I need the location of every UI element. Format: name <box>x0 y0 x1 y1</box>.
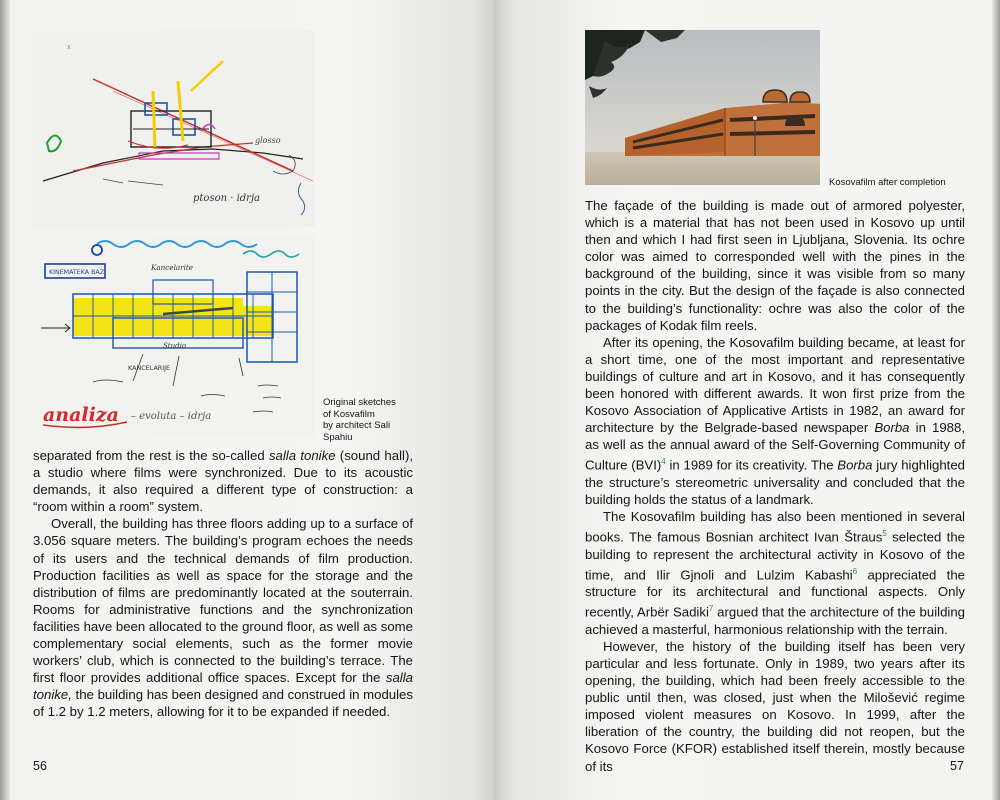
text-span: The façade of the building is made out of armored polyester, which is a material that has not been used in Kosovo up until then and which I had first seen in Ljubljana, Slovenia. Its ochre color was aimed to corresponded well with the pines in the background of the building, since it was visible from so many points in the city. But the design of the façade is also connected to the building’s functionality: ochre was also the color of the packages of Kodak film reels. <box>585 198 965 333</box>
text-span: After its opening, the Kosovafilm building became, at least for a short time, one of the most important and representative buildings of culture and art in Kosovo, and it has consequently been honored with different awards. It won first prize from the Kosovo Association of Applicative Artists in 1982, an award for architecture by the Belgrade-based newspaper <box>585 334 965 436</box>
sketch-note-ptoson: ptoson · idrja <box>193 193 261 204</box>
text-span: selected the building to represent the architectural activity in Kosovo of the time, and Ilir Gjnoli and Lulzim Kabashi <box>585 529 966 583</box>
sketch-label-evoluta: – evoluta – idrja <box>131 411 212 422</box>
paragraph <box>585 197 965 334</box>
page-edge-right <box>992 0 1000 800</box>
text-span: Overall, the building has three floors adding up to a surface of 3.056 square meters. The building’s program echoes the needs of its users and the technical demands of film production. Production facilities as well as space for the storage and the distribution of films are predominantly located at the souterrain. Rooms for administrative functions and the synchronization facilities have been allocated to the ground floor, as well as some complementary social elements, such as the former movie workers’ club, which is connected to the building’s terrace. The first floor provides additional office spaces. Except for the <box>33 516 413 686</box>
footnote-ref: 4 <box>661 457 666 467</box>
italic-span: Borba <box>874 420 910 436</box>
italic-span: salla tonike, <box>33 670 413 703</box>
caption-line: by architect Sali <box>323 420 391 431</box>
footnote-ref: 5 <box>882 529 887 539</box>
text-span: The Kosovafilm building has also been mentioned in several books. The famous Bosnian architect Ivan Štraus <box>585 509 965 545</box>
text-span: appreciated the structure for its architectural and functional aspects. Only recently, Arbër Sadiki <box>585 567 965 620</box>
footnote-ref: 6 <box>852 566 858 576</box>
page-number-right: 57 <box>950 759 964 773</box>
sketch-label-kancelarija: KANCELARIJE <box>128 364 171 372</box>
right-body-text <box>585 197 965 775</box>
left-body-text <box>33 447 413 721</box>
sketch-note-glosso: glosso <box>255 136 281 145</box>
text-span: in 1989 for its creativity. The <box>665 457 838 473</box>
right-page <box>494 0 1000 800</box>
sketch-caption <box>323 397 433 443</box>
sketch-label-analiza: analiza <box>43 404 119 426</box>
page-number-left: 56 <box>33 759 47 773</box>
sketch-section-drawing <box>33 31 315 227</box>
italic-span: salla tonike <box>268 448 336 463</box>
paragraph <box>585 508 965 638</box>
text-span: the building has been designed and construed in modules of 1.2 by 1.2 meters, allowing for it to be expanded if needed. <box>33 687 413 720</box>
text-span: separated from the rest is the so-called <box>33 448 269 463</box>
paragraph <box>585 334 965 508</box>
sketch-label-kancelarite: Kancelarite <box>151 263 194 272</box>
paragraph <box>33 515 413 720</box>
caption-line: of Kosvafilm <box>323 408 375 420</box>
svg-text:x: x <box>67 44 71 51</box>
text-span: (sound hall), a studio where films were synchronized. Due to its acoustic demands, it also required a different type of construction: a “room within a room” system. <box>33 448 413 515</box>
text-span: argued that the architecture of the building achieved a masterful, harmonious relationship with the terrain. <box>585 604 965 637</box>
sketch-label-kinemateka: KINEMATEKA BAZI <box>49 269 106 276</box>
building-photo <box>585 30 820 185</box>
italic-span: Borba <box>837 457 873 473</box>
text-span: However, the history of the building itself has been very particular and less fortunate. Only in 1989, two years after its opening, the building, which had been freely accessible to the public until then, was closed, just when the Milošević regime imposed violent measures on Kosovo. In 1999, after the liberation of the country, the building did not reopen, but the Kosovo Force (KFOR) established itself therein, mostly because of its <box>585 638 965 774</box>
photo-caption: Kosovafilm after completion <box>829 177 946 188</box>
paragraph <box>33 447 413 515</box>
text-span: in 1988, as well as the annual award of the Self-Governing Community of Culture (BVI) <box>585 420 966 473</box>
sketch-label-studio: Studio <box>163 342 187 350</box>
caption-line: Original sketches <box>323 397 396 408</box>
text-span: jury highlighted the structure’s stereometric universality and concluded that the building holds the status of a landmark. <box>585 457 965 507</box>
caption-line: Spahiu <box>323 431 353 443</box>
page-edge-left <box>0 0 10 800</box>
left-page <box>0 0 494 800</box>
footnote-ref: 7 <box>708 604 714 614</box>
sketch-plan-analysis <box>33 236 315 436</box>
paragraph <box>585 638 965 775</box>
